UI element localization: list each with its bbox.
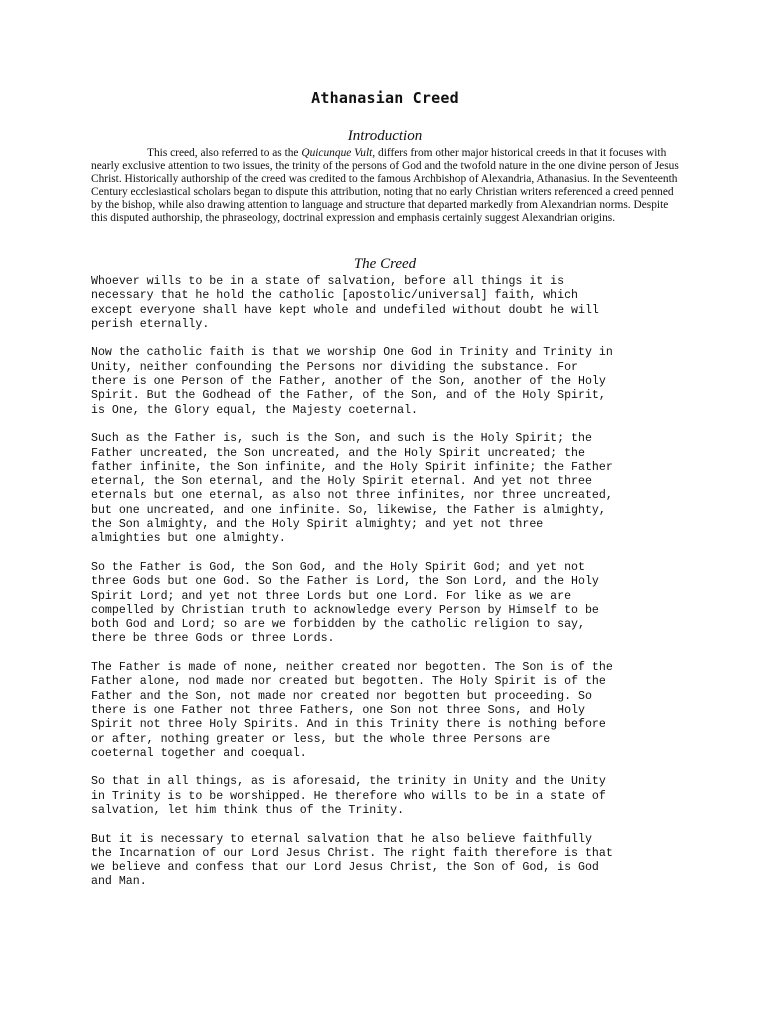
creed-paragraph-2: Now the catholic faith is that we worship One God in Trinity and Trinity in Unity, neither confounding the Persons nor dividing the substance. For there is one Person of the Father, another of the Son, another of the Holy Spirit. But the Godhead of the Father, of the Son, and of the Holy Spirit, is One, the Glory equal, the Majesty coeternal.: [91, 346, 613, 417]
creed-paragraph-6: So that in all things, as is aforesaid, the trinity in Unity and the Unity in Trinity is to be worshipped. He therefore who wills to be in a state of salvation, let him think thus of the Trinity.: [91, 775, 606, 817]
creed-body: [91, 275, 691, 904]
creed-paragraph-3: Such as the Father is, such is the Son, and such is the Holy Spirit; the Father uncreated, the Son uncreated, and the Holy Spirit uncreated; the father infinite, the Son infinite, and the Holy Spirit infinite; the Father eternal, the Son eternal, and the Holy Spirit eternal. And yet not three eternals but one eternal, as also not three infinites, nor three uncreated, but one uncreated, and one infinite. So, likewise, the Father is almighty, the Son almighty, and the Holy Spirit almighty; and yet not three almighties but one almighty.: [91, 432, 613, 546]
document-title: Athanasian Creed: [311, 89, 459, 107]
creed-paragraph-4: So the Father is God, the Son God, and the Holy Spirit God; and yet not three Gods but one God. So the Father is Lord, the Son Lord, and the Holy Spirit Lord; and yet not three Lords but one Lord. For like as we are compelled by Christian truth to acknowledge every Person by Himself to be both God and Lord; so are we forbidden by the catholic religion to say, there be three Gods or three Lords.: [91, 560, 599, 646]
creed-heading: The Creed: [353, 256, 417, 272]
introduction-paragraph: [91, 147, 683, 224]
creed-paragraph-1: Whoever wills to be in a state of salvation, before all things it is necessary that he hold the catholic [apostolic/universal] faith, which except everyone shall have kept whole and undefiled without doubt he will perish eternally.: [91, 275, 599, 331]
introduction-text-start: This creed, also referred to as the: [147, 147, 302, 159]
introduction-text-rest: differs from other major historical creeds in that it focuses with nearly exclusive attention to two issues, the trinity of the persons of God and the twofold nature in the one divine person of Jesus Christ. Historically authorship of the creed was credited to the famous Archbishop of Alexandria, Athanasius. In the Seventeenth Century ecclesiastical scholars began to dispute this attribution, noting that no early Christian writers referenced a creed penned by the bishop, while also drawing attention to language and structure that departed markedly from Alexandrian norms. Despite this disputed authorship, the phraseology, doctrinal expression and emphasis certainly suggest Alexandrian origins.: [91, 147, 679, 224]
creed-paragraph-7: But it is necessary to eternal salvation that he also believe faithfully the Incarnation of our Lord Jesus Christ. The right faith therefore is that we believe and confess that our Lord Jesus Christ, the Son of God, is God and Man.: [91, 832, 613, 889]
creed-paragraph-5: The Father is made of none, neither created nor begotten. The Son is of the Father alone, nod made nor created but begotten. The Holy Spirit is of the Father and the Son, not made nor created nor begotten but proceeding. So there is one Father not three Fathers, one Son not three Sons, and Holy Spirit not three Holy Spirits. And in this Trinity there is nothing before or after, nothing greater or less, but the whole three Persons are coeternal together and coequal.: [91, 661, 613, 760]
introduction-heading: Introduction: [347, 128, 423, 144]
latin-title: Quicunque Vult,: [301, 147, 376, 159]
